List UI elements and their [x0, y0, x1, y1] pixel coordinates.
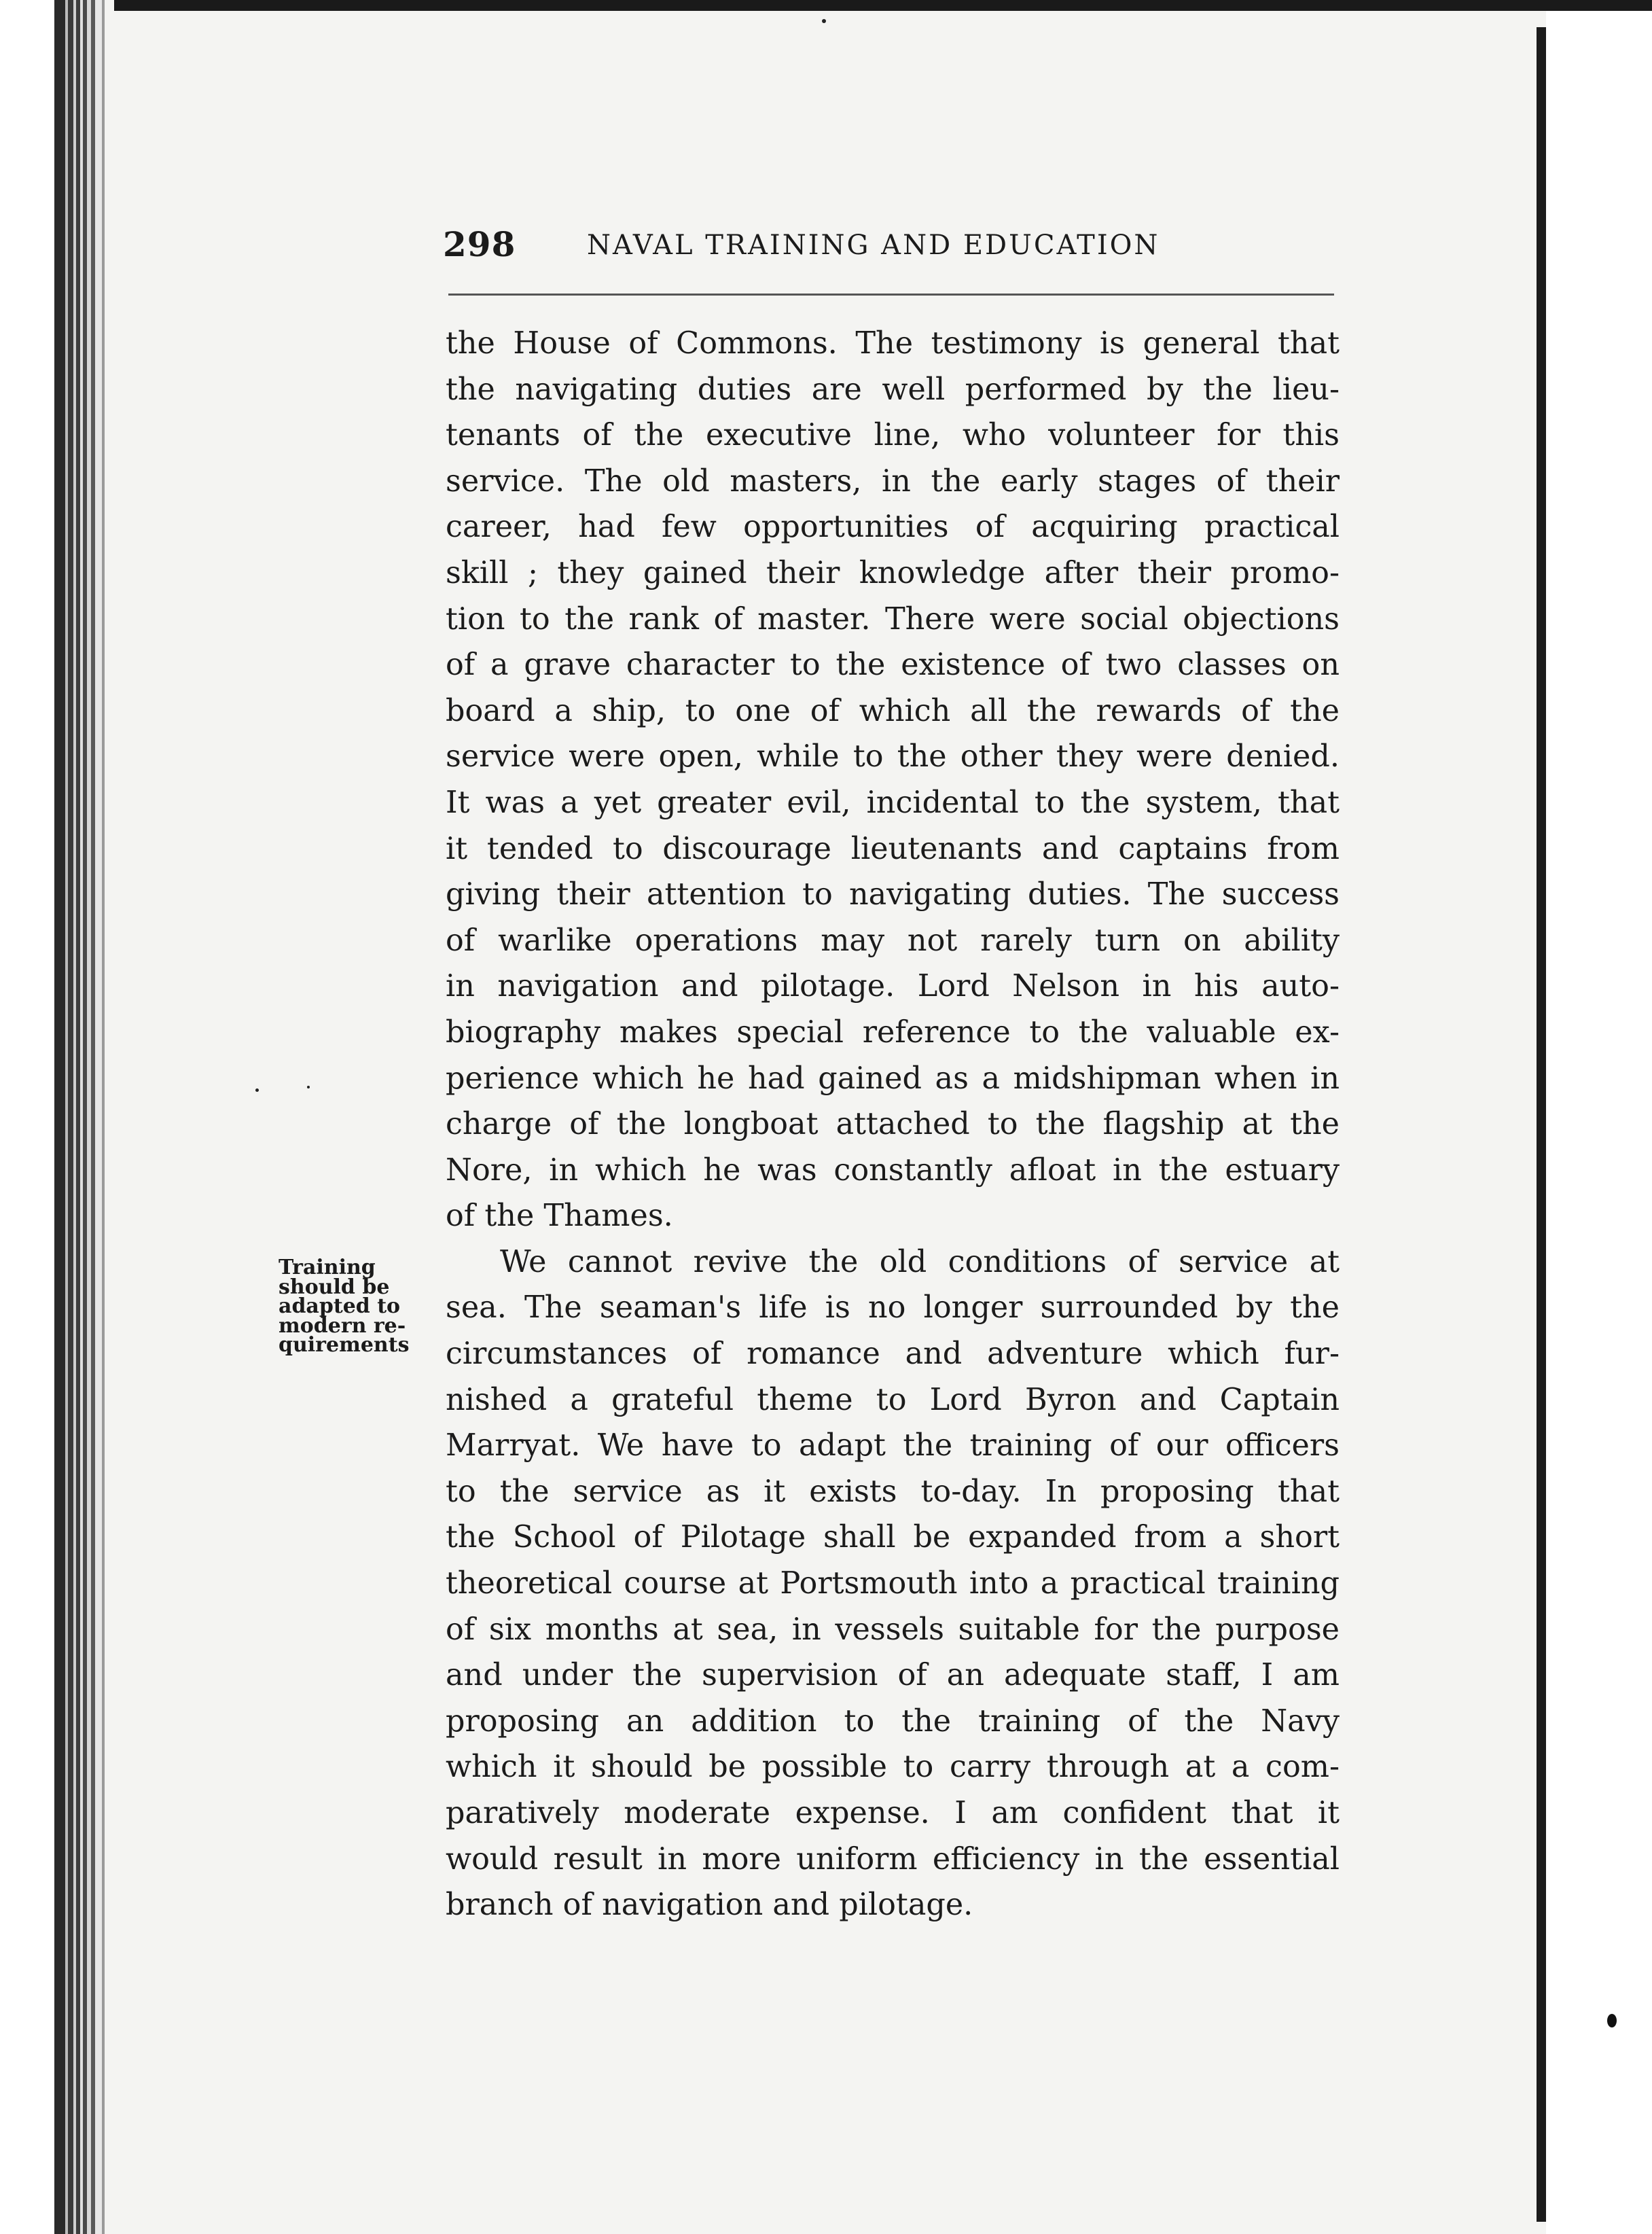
margin-note-line: adapted to [279, 1294, 401, 1318]
scan-right-edge [1537, 27, 1546, 2222]
dust-speck [255, 1088, 259, 1092]
text-line: theoretical course at Portsmouth into a practical training [446, 1566, 1340, 1601]
text-line: tenants of the executive line, who volunteer for this [446, 418, 1340, 453]
text-line: board a ship, to one of which all the rewards of the [446, 693, 1340, 728]
header-rule [448, 294, 1334, 296]
text-line: circumstances of romance and adventure which fur- [446, 1336, 1340, 1372]
text-line: proposing an addition to the training of the Navy [446, 1703, 1340, 1739]
margin-note-line: modern re- [279, 1313, 406, 1338]
margin-note-line: quirements [279, 1333, 410, 1357]
text-line: skill ; they gained their knowledge after their promo- [446, 555, 1340, 590]
dust-speck [822, 19, 826, 23]
text-line: the House of Commons. The testimony is general that [446, 326, 1340, 361]
text-line: It was a yet greater evil, incidental to the system, that [446, 785, 1340, 820]
adjacent-page [1546, 11, 1652, 2234]
text-line: which it should be possible to carry through at a com- [446, 1750, 1340, 1785]
dust-speck [307, 1086, 310, 1088]
text-line: of warlike operations may not rarely turn on ability [446, 923, 1340, 958]
text-line: Marryat. We have to adapt the training of our officers [446, 1428, 1340, 1464]
text-line: tion to the rank of master. There were social objections [446, 601, 1340, 637]
text-line: branch of navigation and pilotage. [446, 1887, 973, 1923]
running-title: NAVAL TRAINING AND EDUCATION [587, 230, 1160, 261]
ink-spot [1607, 2014, 1617, 2027]
text-line: of a grave character to the existence of two classes on [446, 648, 1340, 683]
text-line: sea. The seaman's life is no longer surrounded by the [446, 1290, 1340, 1326]
text-line: perience which he had gained as a midshipman when in [446, 1061, 1340, 1096]
text-line: career, had few opportunities of acquiring practical [446, 510, 1340, 545]
text-line: Nore, in which he was constantly afloat in the estuary [446, 1152, 1340, 1188]
text-line: service. The old masters, in the early stages of their [446, 463, 1340, 499]
running-header [443, 224, 1338, 279]
text-line: biography makes special reference to the valuable ex- [446, 1014, 1340, 1050]
body-text [446, 321, 1340, 1928]
text-line: it tended to discourage lieutenants and captains from [446, 831, 1340, 866]
text-line: service were open, while to the other they were denied. [446, 739, 1340, 775]
text-line: of six months at sea, in vessels suitable for the purpose [446, 1612, 1340, 1647]
text-line: of the Thames. [446, 1199, 673, 1234]
scan-top-border [0, 0, 1652, 11]
text-line: and under the supervision of an adequate staff, I am [446, 1658, 1340, 1693]
page-number: 298 [443, 224, 516, 264]
text-line: to the service as it exists to-day. In proposing that [446, 1474, 1340, 1509]
book-binding-edge [0, 0, 114, 2234]
margin-note-line: Training [279, 1256, 376, 1279]
margin-note [279, 1258, 414, 1355]
text-line: in navigation and pilotage. Lord Nelson in his auto- [446, 969, 1340, 1004]
text-line: the School of Pilotage shall be expanded from a short [446, 1520, 1340, 1555]
text-line: We cannot revive the old conditions of service at [500, 1244, 1340, 1279]
text-line: nished a grateful theme to Lord Byron and Captain [446, 1382, 1340, 1417]
text-line: charge of the longboat attached to the flagship at the [446, 1107, 1340, 1142]
text-line: the navigating duties are well performed by the lieu- [446, 372, 1340, 407]
text-line: paratively moderate expense. I am confident that it [446, 1796, 1340, 1830]
text-line: giving their attention to navigating duties. The success [446, 877, 1340, 912]
text-line: would result in more uniform efficiency in the essential [446, 1841, 1340, 1877]
margin-note-line: should be [279, 1275, 390, 1299]
